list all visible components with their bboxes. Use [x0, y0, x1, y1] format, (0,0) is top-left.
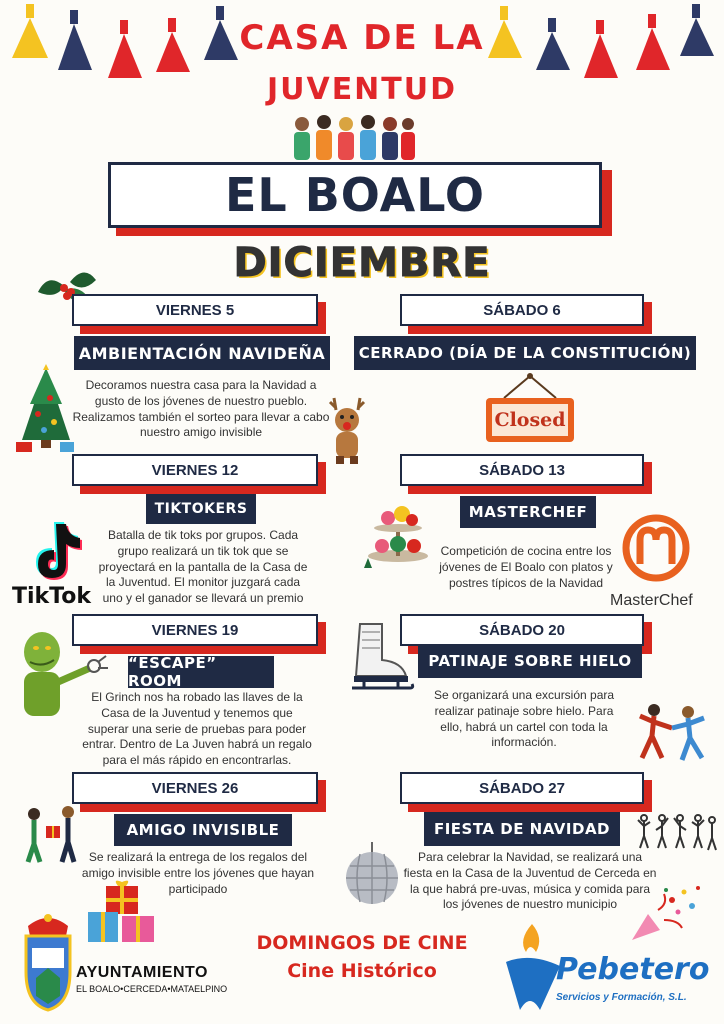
- event-title: AMBIENTACIÓN NAVIDEÑA: [74, 336, 330, 370]
- footer-line2: Cine Histórico: [287, 960, 437, 982]
- gift-boxes-icon: [84, 878, 158, 946]
- day-label: VIERNES 26: [72, 772, 318, 804]
- event-title: PATINAJE SOBRE HIELO: [418, 644, 642, 678]
- masterchef-wordmark: MasterChef: [610, 592, 693, 609]
- reindeer-icon: [322, 394, 372, 466]
- event-description: Se realizará la entrega de los regalos del amigo invisible entre los jóvenes que hayan participado: [81, 850, 315, 896]
- closed-sign-text: Closed: [494, 409, 566, 431]
- event-title: CERRADO (DÍA DE LA CONSTITUCIÓN): [354, 336, 696, 370]
- christmas-tree-icon: [14, 364, 78, 454]
- event-title: MASTERCHEF: [460, 496, 596, 528]
- town-title: EL BOALO: [108, 162, 602, 228]
- ice-skate-icon: [346, 620, 416, 696]
- gift-exchange-icon: [20, 804, 84, 866]
- day-label: SÁBADO 27: [400, 772, 644, 804]
- pebetero-wordmark: Pebetero: [556, 952, 710, 987]
- day-label: SÁBADO 13: [400, 454, 644, 486]
- pebetero-subtitle: Servicios y Formación, S.L.: [556, 992, 687, 1003]
- party-popper-icon: [628, 880, 708, 944]
- title-line2: JUVENTUD: [266, 72, 458, 107]
- day-label: VIERNES 19: [72, 614, 318, 646]
- dancers-icon: [636, 812, 718, 854]
- ayuntamiento-title: AYUNTAMIENTO: [76, 964, 208, 981]
- coat-of-arms-icon: [20, 908, 76, 1012]
- day-label: VIERNES 5: [72, 294, 318, 326]
- event-title: TIKTOKERS: [146, 494, 256, 524]
- title-line1: CASA DE LA: [239, 18, 485, 58]
- event-description: Para celebrar la Navidad, se realizará una fiesta en la Casa de la Juventud de Cerceda en la que habrá pre-uvas, música y comida para los jóvenes de nuestro municipio: [403, 850, 657, 912]
- disco-ball-icon: [342, 842, 402, 908]
- event-title: AMIGO INVISIBLE: [114, 814, 292, 846]
- event-description: Se organizará una excursión para realizar patinaje sobre hielo. Para ello, habrá un cartel con toda la información.: [433, 688, 615, 750]
- masterchef-logo-icon: [620, 508, 692, 590]
- skaters-icon: [632, 700, 716, 768]
- day-label: SÁBADO 6: [400, 294, 644, 326]
- tiktok-wordmark: TikTok: [12, 584, 92, 609]
- day-label: VIERNES 12: [72, 454, 318, 486]
- cupcake-stand-icon: [358, 498, 438, 570]
- friends-group-icon: [290, 114, 418, 162]
- event-description: Batalla de tik toks por grupos. Cada grupo realizará un tik tok que se proyectará en la pantalla de la Casa de la Juventud. El monitor juzgará cada uno y el ganador se llevará un premio: [98, 528, 308, 606]
- event-description: Decoramos nuestra casa para la Navidad a gusto de los jóvenes de nuestro pueblo. Realizamos también el sorteo para llevar a cabo nuestro amigo invisible: [72, 378, 330, 440]
- event-description: El Grinch nos ha robado las llaves de la Casa de la Juventud y tenemos que superar una serie de pruebas para poder entrar. Dentro de La Juven habrá un regalo para el más rápido en encontrarlas.: [82, 690, 312, 768]
- month-title: DICIEMBRE: [233, 240, 491, 286]
- day-label: SÁBADO 20: [400, 614, 644, 646]
- event-title: FIESTA DE NAVIDAD: [424, 812, 620, 846]
- grinch-icon: [10, 628, 110, 722]
- footer-line1: DOMINGOS DE CINE: [256, 932, 468, 954]
- event-title: “ESCAPE” ROOM: [128, 656, 274, 688]
- event-description: Competición de cocina entre los jóvenes de El Boalo con platos y postres típicos de la Navidad: [439, 544, 613, 590]
- closed-sign-icon: [484, 372, 576, 444]
- tiktok-logo-icon: [30, 522, 84, 582]
- ayuntamiento-subtitle: EL BOALO•CERCEDA•MATAELPINO: [76, 984, 228, 994]
